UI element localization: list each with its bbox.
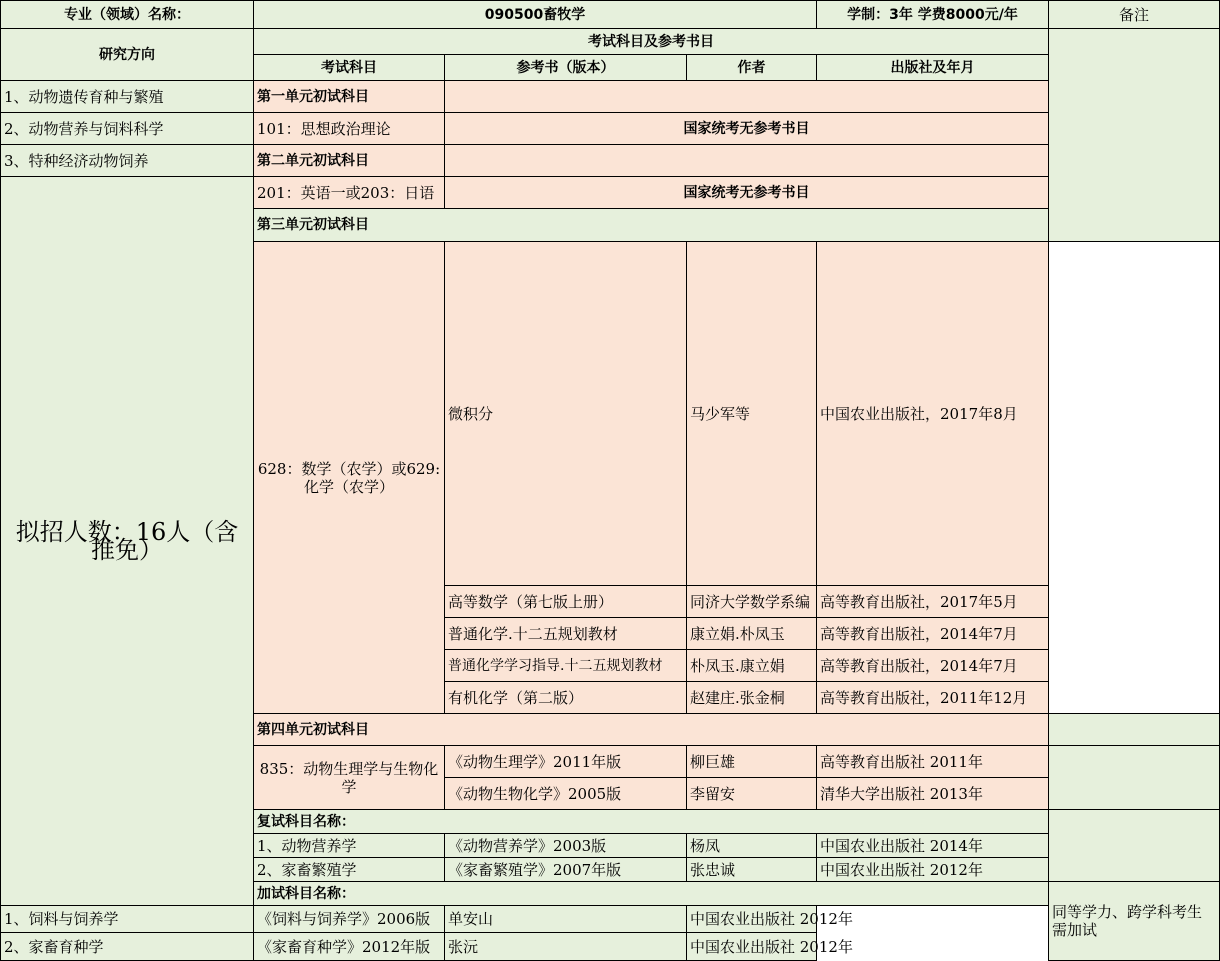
retest-author: 杨凤	[687, 834, 817, 858]
book-publisher: 高等教育出版社 2011年	[817, 746, 1049, 778]
book-author: 赵建庄.张金桐	[687, 682, 817, 714]
retest-subject: 1、动物营养学	[254, 834, 445, 858]
retest-book: 《动物营养学》2003版	[445, 834, 687, 858]
book-author: 同济大学数学系编	[687, 586, 817, 618]
retest-author: 张忠诚	[687, 858, 817, 882]
unit-4-title: 第四单元初试科目	[254, 714, 1049, 746]
extra-title: 加试科目名称：	[254, 882, 1049, 906]
book-publisher: 高等教育出版社，2014年7月	[817, 618, 1049, 650]
book-author: 李留安	[687, 778, 817, 810]
exam-group-header: 考试科目及参考书目	[254, 29, 1049, 55]
extra-subject: 1、饲料与饲养学	[1, 906, 254, 933]
major-name: 090500畜牧学	[254, 1, 817, 29]
book-title: 有机化学（第二版）	[445, 682, 687, 714]
notes-cell-1	[1049, 29, 1220, 242]
unit-2-blank	[445, 145, 1049, 177]
retest-title: 复试科目名称：	[254, 810, 1049, 834]
english-subject: 201：英语一或203：日语	[254, 177, 445, 209]
book-col-header: 参考书（版本）	[445, 55, 687, 81]
extra-author: 张沅	[445, 933, 687, 961]
direction-header: 研究方向	[1, 29, 254, 81]
book-title: 《动物生理学》2011年版	[445, 746, 687, 778]
author-col-header: 作者	[687, 55, 817, 81]
retest-publisher: 中国农业出版社 2014年	[817, 834, 1049, 858]
extra-remark: 同等学力、跨学科考生需加试	[1049, 882, 1220, 961]
extra-book: 《家畜育种学》2012年版	[254, 933, 445, 961]
politics-subject: 101：思想政治理论	[254, 113, 445, 145]
unit-1-blank	[445, 81, 1049, 113]
unit-1-title: 第一单元初试科目	[254, 81, 445, 113]
book-title: 微积分	[445, 242, 687, 586]
book-author: 马少军等	[687, 242, 817, 586]
book-publisher: 中国农业出版社，2017年8月	[817, 242, 1049, 586]
notes-cell-5	[1049, 810, 1220, 882]
math-chem-subject: 628：数学（农学）或629:化学（农学）	[254, 242, 445, 714]
book-publisher: 高等教育出版社，2014年7月	[817, 650, 1049, 682]
book-title: 《动物生物化学》2005版	[445, 778, 687, 810]
direction-item: 3、特种经济动物饲养	[1, 145, 254, 177]
book-publisher: 清华大学出版社 2013年	[817, 778, 1049, 810]
subject-col-header: 考试科目	[254, 55, 445, 81]
notes-cell-3	[1049, 714, 1220, 746]
notes-header: 备注	[1049, 1, 1220, 29]
book-publisher: 高等教育出版社，2011年12月	[817, 682, 1049, 714]
notes-cell-4	[1049, 746, 1220, 810]
book-title: 高等数学（第七版上册）	[445, 586, 687, 618]
book-publisher: 高等教育出版社，2017年5月	[817, 586, 1049, 618]
retest-subject: 2、家畜繁殖学	[254, 858, 445, 882]
book-author: 朴凤玉.康立娟	[687, 650, 817, 682]
retest-book: 《家畜繁殖学》2007年版	[445, 858, 687, 882]
extra-publisher: 中国农业出版社 2012年	[687, 933, 817, 961]
book-author: 康立娟.朴凤玉	[687, 618, 817, 650]
extra-publisher: 中国农业出版社 2012年	[687, 906, 817, 933]
physio-subject: 835：动物生理学与生物化学	[254, 746, 445, 810]
extra-book: 《饲料与饲养学》2006版	[254, 906, 445, 933]
direction-item: 2、动物营养与饲料科学	[1, 113, 254, 145]
book-title: 普通化学.十二五规划教材	[445, 618, 687, 650]
unit-2-title: 第二单元初试科目	[254, 145, 445, 177]
book-author: 柳巨雄	[687, 746, 817, 778]
extra-author: 单安山	[445, 906, 687, 933]
retest-publisher: 中国农业出版社 2012年	[817, 858, 1049, 882]
english-book: 国家统考无参考书目	[445, 177, 1049, 209]
enrollment-count: 拟招人数：16人（含推免）	[1, 177, 254, 906]
publisher-col-header: 出版社及年月	[817, 55, 1049, 81]
extra-subject: 2、家畜育种学	[1, 933, 254, 961]
major-label: 专业（领域）名称：	[1, 1, 254, 29]
unit-3-title: 第三单元初试科目	[254, 209, 1049, 242]
politics-book: 国家统考无参考书目	[445, 113, 1049, 145]
book-title: 普通化学学习指导.十二五规划教材	[445, 650, 687, 682]
direction-item: 1、动物遗传育种与繁殖	[1, 81, 254, 113]
duration-fee: 学制：3年 学费8000元/年	[817, 1, 1049, 29]
